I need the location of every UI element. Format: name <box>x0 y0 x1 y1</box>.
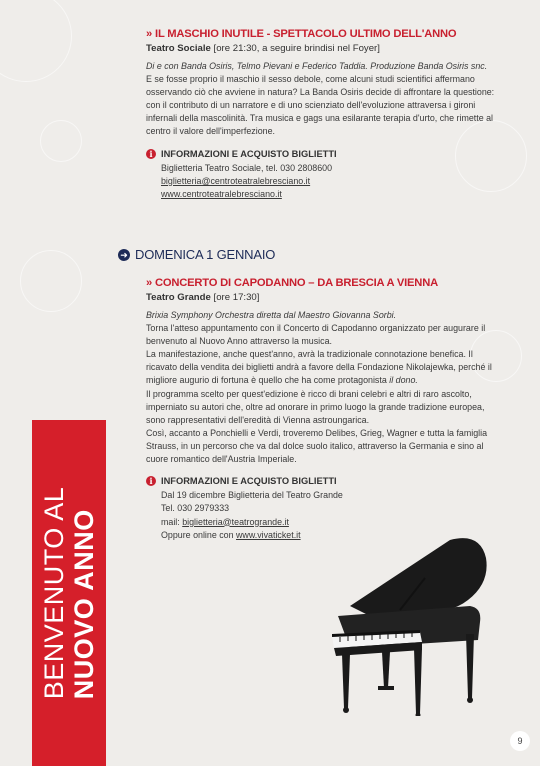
event-1-credit: Di e con Banda Osiris, Telmo Pievani e Federico Taddia. Produzione Banda Osiris snc. <box>146 61 488 71</box>
title-banner <box>32 420 106 766</box>
event-2-body-line: benvenuto al Nuovo Anno attraverso la musica. <box>146 336 332 347</box>
event-2-title: » CONCERTO DI CAPODANNO – DA BRESCIA A VIENNA <box>146 277 438 289</box>
event-1-body-line: E se fosse proprio il maschio il sesso debole, come alcuni studi scientifici affermano <box>146 74 475 85</box>
event-1-body-line: con il contributo di un narratore e di uno scienziato dell'evoluzione attraversa i gironi <box>146 100 476 111</box>
box-office-text: Dal 19 dicembre Biglietteria del Teatro Grande <box>161 490 343 501</box>
event-2 <box>146 277 526 542</box>
event-2-body-line: Così, accanto a Ponchielli e Verdi, troveremo Delibes, Grieg, Wagner e tutta la famiglia <box>146 427 488 438</box>
grand-piano-icon <box>330 538 490 716</box>
event-1-body-line: osservando ciò che avviene in natura? La Banda Osiris decide di affrontare la questione: <box>146 87 495 98</box>
event-2-info <box>146 476 526 542</box>
day-heading: ➜ DOMENICA 1 GENNAIO <box>118 247 275 262</box>
email-link[interactable]: biglietteria@centroteatralebresciano.it <box>161 175 311 186</box>
info-circle-icon: i <box>146 476 156 486</box>
website-link[interactable]: www.vivaticket.it <box>236 529 301 540</box>
event-1-title: » IL MASCHIO INUTILE - SPETTACOLO ULTIMO DELL'ANNO <box>146 28 457 40</box>
banner-line-2: NUOVO ANNO <box>69 509 99 700</box>
banner-line-1: BENVENUTO AL <box>39 486 69 700</box>
event-2-credit: Brixia Symphony Orchestra diretta dal Maestro Giovanna Sorbi. <box>146 310 397 320</box>
event-1-body-line: infernali della mascolinità. Tra musica e gags una esilarante terapia d'urto, che rimette al <box>146 113 494 124</box>
event-2-body-line: Il programma scelto per quest'edizione è ricco di brani celebri e altri di raro ascolto, <box>146 388 472 399</box>
event-2-body-line: cuore romantico dell'Austria Imperiale. <box>146 454 297 465</box>
event-2-body-line: Strauss, in un percorso che va dal dolce suolo italico, attraverso la Germania e sino al <box>146 440 484 451</box>
event-2-body-line: ricavato della vendita dei biglietti andrà a favore della Fondazione Nikolajewka, perché il <box>146 362 492 373</box>
page-number: 9 <box>510 731 530 751</box>
snowflake-decoration <box>0 0 72 82</box>
snowflake-decoration <box>40 120 82 162</box>
box-office-text: Biglietteria Teatro Sociale, tel. 030 2808600 <box>161 162 333 173</box>
event-2-body-line: imperniato su autori che, oltre ad onorare in primo luogo la grande tradizione europea, <box>146 401 485 412</box>
event-2-body-line: Torna l'atteso appuntamento con il Concerto di Capodanno organizzato per augurare il <box>146 323 486 334</box>
event-1-info <box>146 149 526 202</box>
email-line: mail: biglietteria@teatrogrande.it <box>161 516 289 527</box>
arrow-right-circle-icon: ➜ <box>118 249 130 261</box>
double-chevron-right: » <box>146 28 153 40</box>
double-chevron-right: » <box>146 277 153 289</box>
event-1-body-line: centro il valore dell'imperfezione. <box>146 126 275 137</box>
event-2-body-line: sono rappresentativi dell'eredità di Vienna astroungarica. <box>146 414 370 425</box>
phone-text: Tel. 030 2979333 <box>161 503 230 514</box>
email-link[interactable]: biglietteria@teatrogrande.it <box>182 516 289 527</box>
event-1 <box>146 28 526 201</box>
info-heading: INFORMAZIONI E ACQUISTO BIGLIETTI <box>161 476 337 487</box>
snowflake-decoration <box>20 250 82 312</box>
info-heading: INFORMAZIONI E ACQUISTO BIGLIETTI <box>161 148 337 159</box>
event-2-body-line: La manifestazione, anche quest'anno, avrà la tradizionale connotazione benefica. Il <box>146 349 473 360</box>
online-line: Oppure online con www.vivaticket.it <box>161 529 301 540</box>
event-2-body-line: migliore augurio di fortuna è quello che ha come protagonista il dono. <box>146 375 418 386</box>
event-1-venue: Teatro Sociale [ore 21:30, a seguire brindisi nel Foyer] <box>146 43 380 54</box>
website-link[interactable]: www.centroteatralebresciano.it <box>161 188 282 199</box>
event-2-venue: Teatro Grande [ore 17:30] <box>146 292 260 303</box>
info-circle-icon: i <box>146 149 156 159</box>
